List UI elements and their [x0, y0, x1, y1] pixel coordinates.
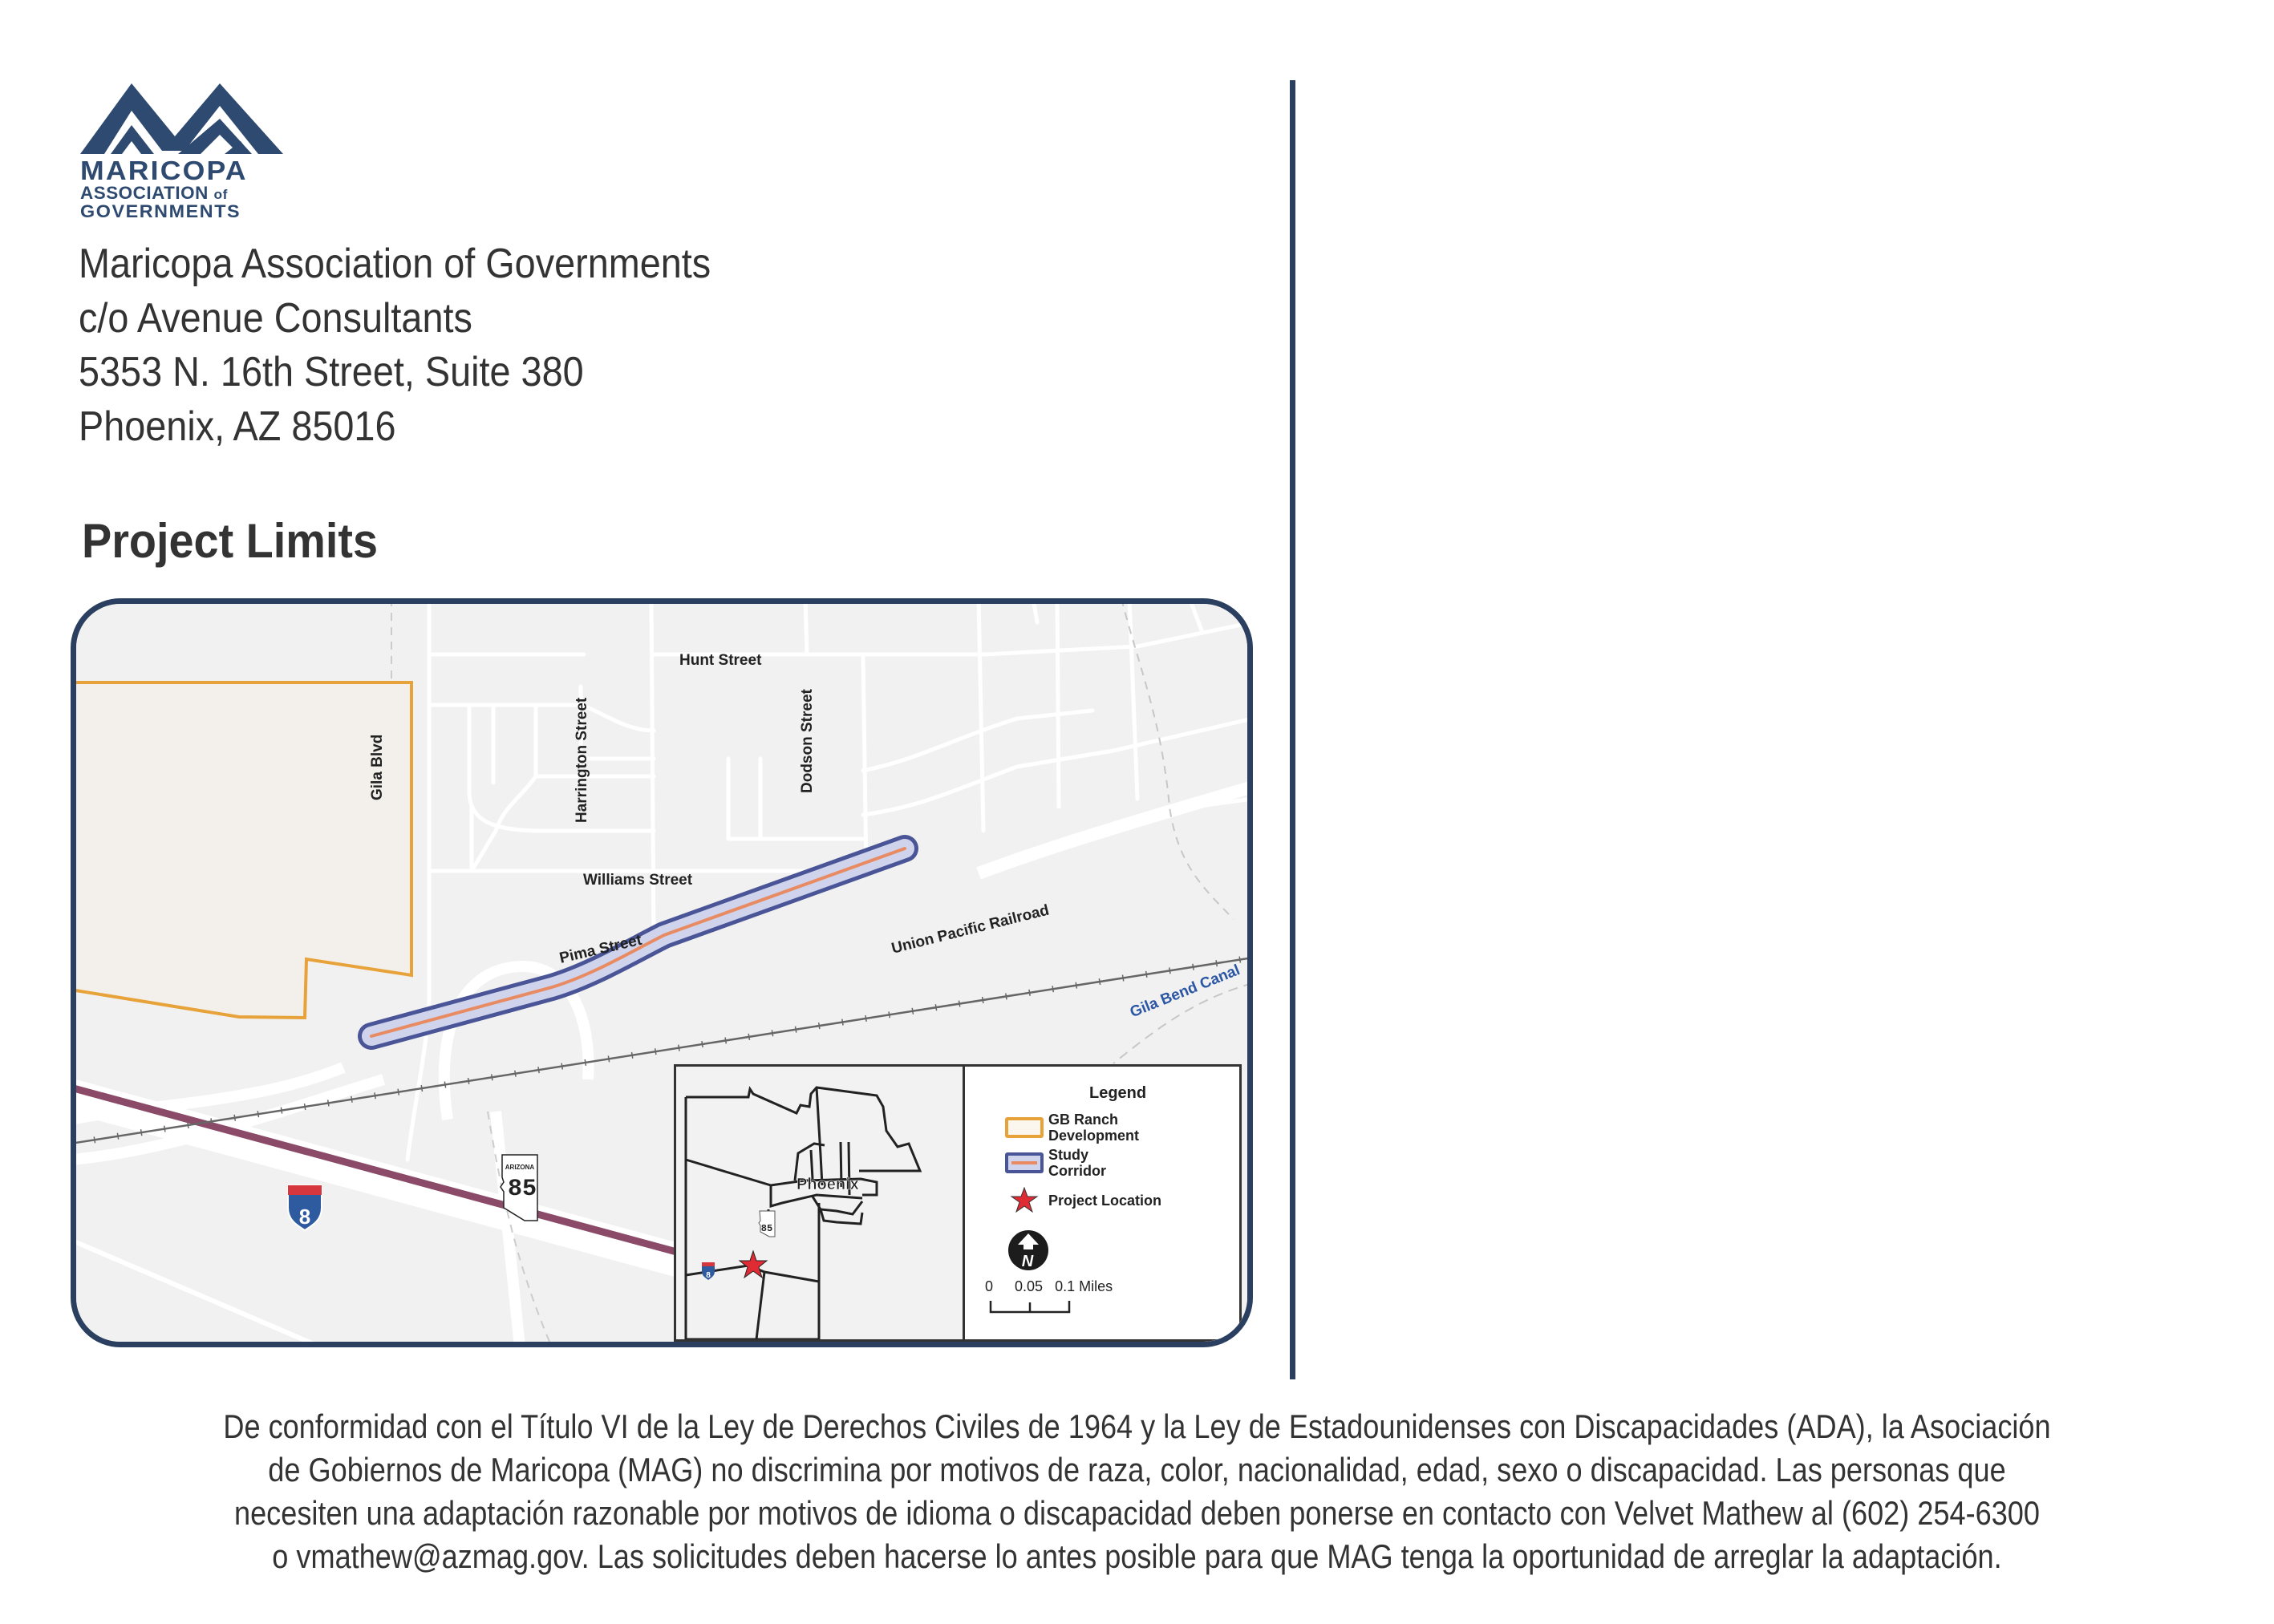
- logo-text-of: of: [213, 187, 228, 202]
- label-gila-bend-canal: Gila Bend Canal: [1127, 962, 1242, 1022]
- scale-tick-01: 0.1 Miles: [1055, 1278, 1113, 1294]
- inset-map-drawing: [676, 1067, 963, 1339]
- label-hunt-street: Hunt Street: [679, 652, 762, 669]
- scale-bar-icon: [989, 1299, 1077, 1315]
- label-harrington-street: Harrington Street: [574, 697, 590, 823]
- label-union-pacific-railroad: Union Pacific Railroad: [890, 901, 1052, 958]
- legend-item-gb-ranch: [1005, 1112, 1139, 1144]
- logo-text-maricopa: MARICOPA: [80, 156, 248, 185]
- inset-i8-number: 8: [706, 1271, 711, 1280]
- address-line-street: 5353 N. 16th Street, Suite 380: [79, 349, 584, 395]
- legend-star-icon: [1005, 1187, 1044, 1214]
- return-address: [79, 237, 781, 454]
- arizona-85-number: 85: [507, 1176, 537, 1203]
- label-williams-street: Williams Street: [583, 872, 693, 889]
- scale-tick-005: 0.05: [1015, 1278, 1044, 1294]
- notice-line-3: necesiten una adaptación razonable por motivos de idioma o discapacidad deben ponerse en contacto con Velvet Mathew al (602) 254-6300: [234, 1494, 2040, 1532]
- logo-text-association-main: ASSOCIATION: [80, 183, 209, 203]
- inset-label-phoenix: Phoenix: [797, 1176, 859, 1193]
- address-line-city: Phoenix, AZ 85016: [79, 403, 396, 450]
- label-gila-blvd: Gila Blvd: [369, 734, 386, 800]
- notice-line-1: De conformidad con el Título VI de la Ley de Derechos Civiles de 1964 y la Ley de Estadounidenses con Discapacidades (ADA), la Asociación: [223, 1407, 2051, 1445]
- section-title: Project Limits: [82, 514, 379, 568]
- inset-locator-map: [676, 1067, 965, 1339]
- north-arrow-icon: [1007, 1229, 1050, 1272]
- legend-label-gb-ranch-2: Development: [1048, 1128, 1140, 1144]
- label-dodson-street: Dodson Street: [799, 689, 816, 793]
- legend-title: Legend: [1089, 1084, 1147, 1102]
- study-corridor-swatch-icon: [1005, 1152, 1044, 1173]
- scale-bar-labels: [985, 1278, 1113, 1295]
- project-map: [71, 598, 1253, 1347]
- legend-item-project-location: [1005, 1187, 1161, 1214]
- gb-ranch-swatch-icon: [1005, 1117, 1044, 1138]
- address-line-care-of: c/o Avenue Consultants: [79, 294, 472, 342]
- legend-label-corridor-2: Corridor: [1048, 1163, 1106, 1179]
- arizona-shield-header: ARIZONA: [505, 1164, 535, 1171]
- inset-legend-panel: [674, 1064, 1242, 1342]
- mountains-logo-icon: [80, 79, 285, 156]
- legend-label-project-location: Project Location: [1048, 1193, 1162, 1209]
- legend-label-corridor-1: Study: [1048, 1147, 1089, 1163]
- gb-ranch-development-area: [71, 682, 411, 1018]
- title-vi-notice: [0, 1405, 2274, 1578]
- map-legend: [965, 1067, 1239, 1339]
- north-label: N: [1021, 1253, 1034, 1270]
- vertical-divider: [1290, 80, 1295, 1379]
- legend-item-study-corridor: [1005, 1147, 1106, 1179]
- notice-line-2: de Gobiernos de Maricopa (MAG) no discrimina por motivos de raza, color, nacionalidad, edad, sexo o discapacidad. Las personas que: [268, 1451, 2006, 1488]
- notice-line-4: o vmathew@azmag.gov. Las solicitudes deben hacerse lo antes posible para que MAG tenga la oportunidad de arreglar la adaptación.: [272, 1537, 2002, 1575]
- scale-tick-0: 0: [985, 1278, 994, 1294]
- label-pima-street: Pima Street: [557, 931, 644, 967]
- logo-text-governments: GOVERNMENTS: [80, 201, 241, 221]
- inset-sr85-number: 85: [760, 1223, 773, 1234]
- mag-logo: [80, 79, 285, 219]
- project-location-star-icon: [740, 1251, 767, 1278]
- legend-label-gb-ranch-1: GB Ranch: [1048, 1112, 1119, 1128]
- address-line-org: Maricopa Association of Governments: [79, 241, 711, 287]
- interstate-8-number: 8: [298, 1205, 311, 1229]
